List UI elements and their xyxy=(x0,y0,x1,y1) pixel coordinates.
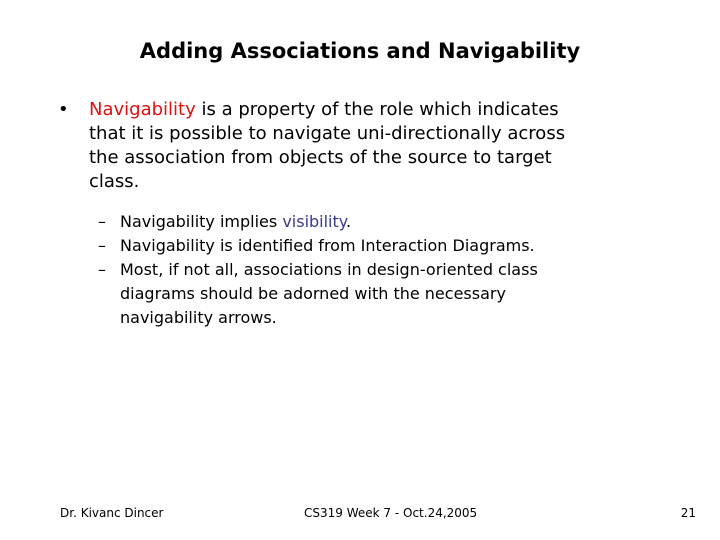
footer-author: Dr. Kivanc Dincer xyxy=(60,506,164,520)
dash-marker: – xyxy=(98,236,106,255)
bullet-marker: • xyxy=(58,99,69,120)
term-visibility: visibility xyxy=(282,212,346,231)
dash-marker: – xyxy=(98,212,106,231)
main-bullet-line-4: class. xyxy=(89,171,140,192)
sub-bullet-line xyxy=(120,210,658,234)
slide-title: Adding Associations and Navigability xyxy=(139,39,581,63)
sub-bullet-text: Navigability implies xyxy=(120,212,283,231)
sub-bullet-line-3: navigability arrows. xyxy=(120,308,277,327)
term-navigability: Navigability xyxy=(89,99,196,120)
sub-bullet-text-end: . xyxy=(345,212,352,231)
footer-course: CS319 Week 7 - Oct.24,2005 xyxy=(304,506,478,520)
main-bullet-text xyxy=(89,98,649,194)
footer-page-number: 21 xyxy=(680,506,696,520)
sub-bullet-line-2: diagrams should be adorned with the necessary xyxy=(120,284,506,303)
sub-bullet-line-1: Most, if not all, associations in design-oriented class xyxy=(120,260,538,279)
sub-bullet-list xyxy=(98,210,658,330)
sub-bullet-interaction-diagrams xyxy=(98,234,658,258)
main-bullet-line-3: the association from objects of the source to target xyxy=(89,147,552,168)
main-bullet-line-1 xyxy=(89,98,649,122)
dash-marker: – xyxy=(98,260,106,279)
sub-bullet-line: Navigability is identified from Interaction Diagrams. xyxy=(120,236,535,255)
main-bullet-line-1-rest: is a property of the role which indicates xyxy=(195,99,559,120)
sub-bullet-navigability-arrows xyxy=(98,258,658,330)
main-bullet-line-2: that it is possible to navigate uni-directionally across xyxy=(89,123,566,144)
sub-bullet-visibility xyxy=(98,210,658,234)
